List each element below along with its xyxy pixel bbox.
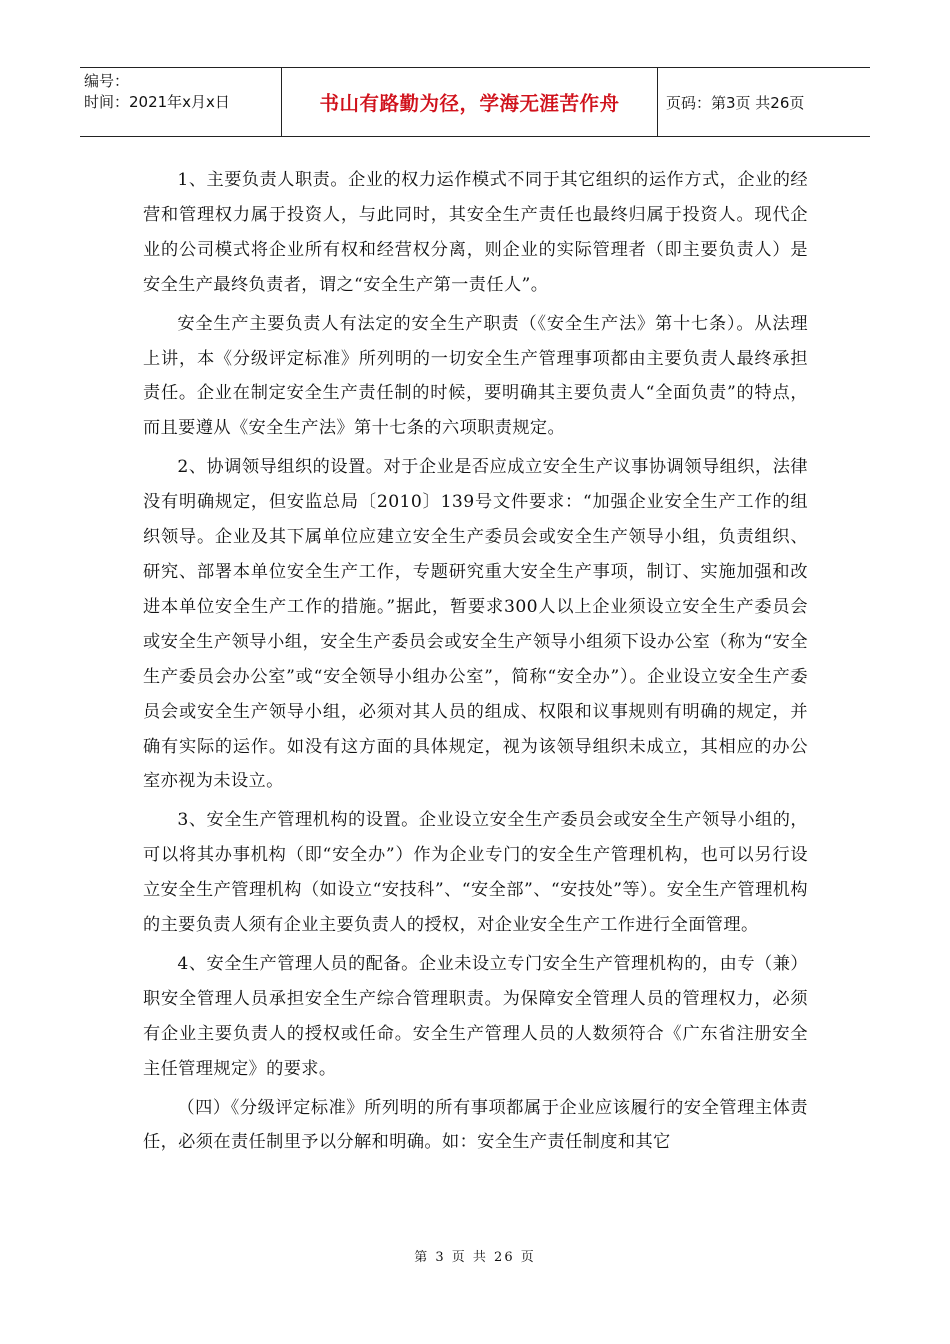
header-left-cell xyxy=(80,68,282,136)
paragraph-1: 1、主要负责人职责。企业的权力运作模式不同于其它组织的运作方式，企业的经营和管理权力属于投资人，与此同时，其安全生产责任也最终归属于投资人。现代企业的公司模式将企业所有权和经营权分离，则企业的实际管理者（即主要负责人）是安全生产最终负责者，谓之“安全生产第一责任人”。 xyxy=(143,170,808,295)
paragraph-2: 安全生产主要负责人有法定的安全生产职责（《安全生产法》第十七条）。从法理上讲，本《分级评定标准》所列明的一切安全生产管理事项都由主要负责人最终承担责任。企业在制定安全生产责任制的时候，要明确其主要负责人“全面负责”的特点，而且要遵从《安全生产法》第十七条的六项职责规定。 xyxy=(143,313,808,439)
page-footer: 第 3 页 共 26 页 xyxy=(414,1250,536,1265)
paragraph-6: （四）《分级评定标准》所列明的所有事项都属于企业应该履行的安全管理主体责任，必须在责任制里予以分解和明确。如：安全生产责任制度和其它 xyxy=(143,1097,808,1153)
paragraph-3: 2、协调领导组织的设置。对于企业是否应成立安全生产议事协调领导组织，法律没有明确规定，但安监总局〔2010〕139号文件要求：“加强企业安全生产工作的组织领导。企业及其下属单位应建立安全生产委员会或安全生产领导小组，负责组织、研究、部署本单位安全生产工作，专题研究重大安全生产事项，制订、实施加强和改进本单位安全生产工作的措施。”据此，暂要求300人以上企业须设立安全生产委员会或安全生产领导小组，安全生产委员会或安全生产领导小组须下设办公室（称为“安全生产委员会办公室”或“安全领导小组办公室”，简称“安全办”）。企业设立安全生产委员会或安全生产领导小组，必须对其人员的组成、权限和议事规则有明确的规定，并确有实际的运作。如没有这方面的具体规定，视为该领导组织未成立，其相应的办公室亦视为未设立。 xyxy=(143,457,808,792)
header-page-info: 页码：第3页 共26页 xyxy=(666,93,805,112)
paragraph-5: 4、安全生产管理人员的配备。企业未设立专门安全生产管理机构的，由专（兼）职安全管理人员承担安全生产综合管理职责。为保障安全管理人员的管理权力，必须有企业主要负责人的授权或任命。安全生产管理人员的人数须符合《广东省注册安全主任管理规定》的要求。 xyxy=(143,953,808,1079)
paragraph-4: 3、安全生产管理机构的设置。企业设立安全生产委员会或安全生产领导小组的，可以将其办事机构（即“安全办”）作为企业专门的安全生产管理机构，也可以另行设立安全生产管理机构（如设立“安技科”、“安全部”、“安技处”等）。安全生产管理机构的主要负责人须有企业主要负责人的授权，对企业安全生产工作进行全面管理。 xyxy=(143,810,808,936)
document-body xyxy=(143,163,808,1160)
doc-number-label: 编号： xyxy=(84,72,130,90)
doc-time-label: 时间：2021年x月x日 xyxy=(84,93,230,111)
header-motto: 书山有路勤为径，学海无涯苦作舟 xyxy=(282,68,658,136)
header-table xyxy=(80,67,870,137)
